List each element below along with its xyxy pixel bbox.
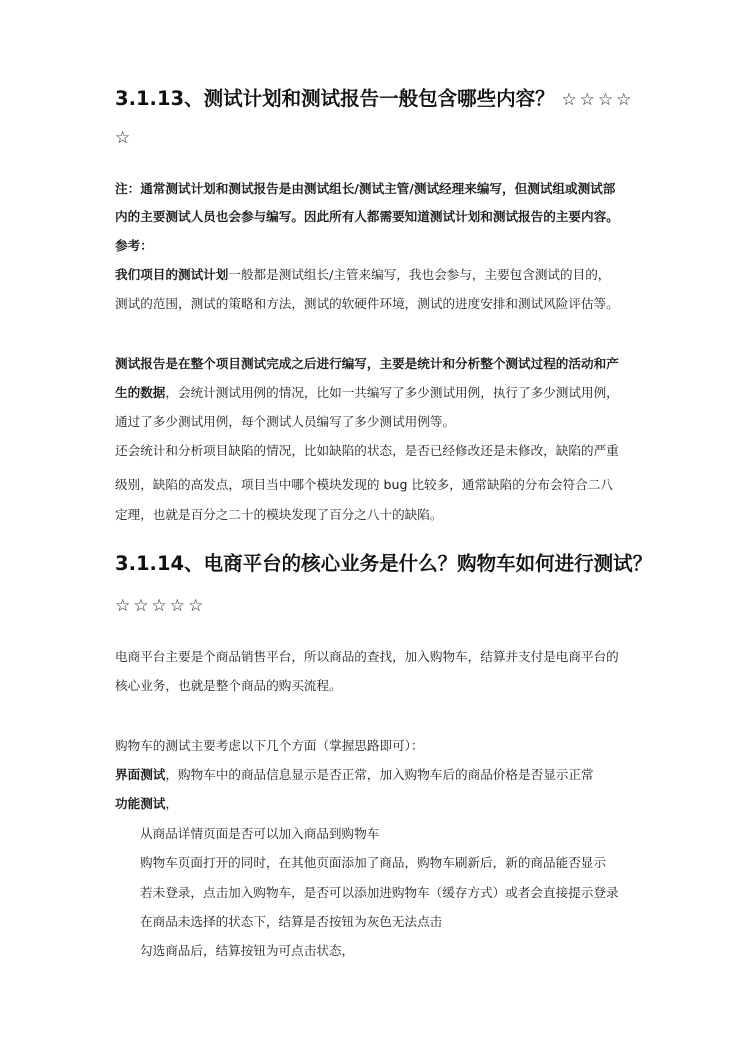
func-item: 在商品未选择的状态下，结算是否按钮为灰色无法点击	[140, 914, 443, 929]
plan-line-1	[115, 266, 610, 284]
report-line-1: 测试报告是在整个项目测试完成之后进行编写，主要是统计和分析整个测试过程的活动和产	[115, 356, 619, 371]
ui-test-line	[115, 766, 594, 784]
star-icon: ☆	[115, 128, 134, 148]
report-text: ，会统计测试用例的情况，比如一共编写了多少测试用例，执行了多少测试用例，	[165, 385, 619, 400]
func-test-punct: ，	[165, 796, 178, 811]
report-bold-text: 生的数据	[115, 385, 166, 400]
section-heading-3-1-14: 3.1.14、电商平台的核心业务是什么？购物车如何进行测试？	[115, 552, 653, 575]
intro-line-2: 核心业务，也就是整个商品的购买流程。	[115, 678, 342, 693]
plan-text: 一般都是测试组长/主管来编写，我也会参与，主要包含测试的目的，	[228, 267, 611, 282]
func-item: 若未登录，点击加入购物车，是否可以添加进购物车（缓存方式）或者会直接提示登录	[140, 885, 619, 900]
cart-intro: 购物车的测试主要考虑以下几个方面（掌握思路即可）：	[115, 738, 424, 753]
report-line-5: 级别，缺陷的高发点，项目当中哪个模块发现的 bug 比较多，通常缺陷的分布会符合二八	[115, 477, 613, 492]
func-item: 购物车页面打开的同时，在其他页面添加了商品，购物车刷新后，新的商品能否显示	[140, 855, 606, 870]
ui-test-text: ，购物车中的商品信息显示是否正常，加入购物车后的商品价格是否显示正常	[165, 767, 594, 782]
func-item: 从商品详情页面是否可以加入商品到购物车	[140, 826, 380, 841]
func-test-line	[115, 795, 178, 813]
difficulty-stars-section2	[115, 592, 206, 619]
report-line-2	[115, 384, 619, 402]
star-icon: ☆☆☆☆☆	[115, 596, 207, 616]
difficulty-stars: ☆☆☆☆	[561, 90, 635, 110]
intro-line-1: 电商平台主要是个商品销售平台，所以商品的查找，加入购物车，结算并支付是电商平台的	[115, 649, 619, 664]
note-line-1: 注：通常测试计划和测试报告是由测试组长/测试主管/测试经理来编写，但测试组或测试部	[115, 181, 616, 196]
report-line-3: 通过了多少测试用例，每个测试人员编写了多少测试用例等。	[115, 414, 456, 429]
note-line-2: 内的主要测试人员也会参与编写。因此所有人都需要知道测试计划和测试报告的主要内容。	[115, 209, 619, 224]
plan-line-2: 测试的范围，测试的策略和方法，测试的软硬件环境，测试的进度安排和测试风险评估等。	[115, 296, 619, 311]
report-line-4: 还会统计和分析项目缺陷的情况，比如缺陷的状态，是否已经修改还是未修改，缺陷的严重	[115, 443, 619, 458]
ui-test-label: 界面测试	[115, 767, 166, 782]
report-line-6: 定理，也就是百分之二十的模块发现了百分之八十的缺陷。	[115, 507, 443, 522]
func-item: 勾选商品后，结算按钮为可点击状态，	[140, 943, 355, 958]
section-heading-3-1-13	[115, 86, 634, 113]
reference-label: 参考：	[115, 238, 153, 253]
heading-text: 3.1.13、测试计划和测试报告一般包含哪些内容？	[115, 87, 555, 110]
plan-bold-text: 我们项目的测试计划	[115, 267, 229, 282]
func-test-label: 功能测试	[115, 796, 166, 811]
difficulty-stars-continued	[115, 124, 133, 151]
